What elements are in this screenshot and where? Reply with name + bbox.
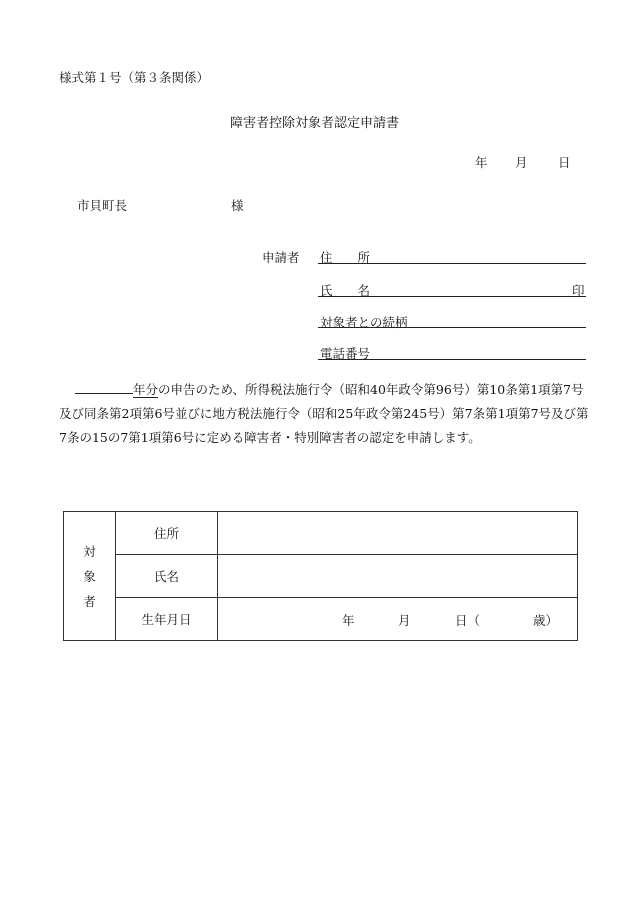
applicant-name-label: 氏 名 [320, 283, 371, 298]
application-statement [59, 378, 589, 450]
dob-row-label: 生年月日 [116, 598, 218, 641]
name-row-label: 氏名 [116, 555, 218, 598]
dob-month: 月 [398, 613, 411, 628]
dob-row-input[interactable] [218, 598, 578, 641]
relationship-field[interactable] [318, 327, 586, 328]
phone-label: 電話番号 [320, 346, 371, 361]
subject-side-label: 対 象 者 [64, 512, 116, 641]
date-day: 日 [558, 155, 571, 170]
form-number: 様式第１号（第３条関係） [59, 70, 210, 85]
address-row-label: 住所 [116, 512, 218, 555]
date-month: 月 [515, 155, 528, 170]
tax-year-blank[interactable] [75, 379, 133, 394]
applicant-address-label: 住 所 [320, 250, 371, 265]
dob-day: 日（ [455, 613, 481, 628]
addressee-honorific: 様 [231, 198, 244, 213]
address-row-input[interactable] [218, 512, 578, 555]
applicant-address-field[interactable] [318, 263, 586, 264]
applicant-name-field[interactable] [318, 296, 586, 297]
name-row-input[interactable] [218, 555, 578, 598]
relationship-label: 対象者との続柄 [320, 315, 408, 330]
date-year: 年 [475, 155, 488, 170]
statement-text: の申告のため、所得税法施行令（昭和40年政令第96号）第10条第1項第7号及び同条第2項第6号並びに地方税法施行令（昭和25年政令第245号）第7条第1項第7号及び第7条の15の7第1項第6号に定める障害者・特別障害者の認定を申請します。 [59, 382, 589, 445]
seal-mark: 印 [572, 283, 585, 298]
tax-year-suffix: 年分 [133, 382, 159, 397]
dob-age: 歳） [533, 613, 559, 628]
dob-year: 年 [342, 613, 355, 628]
applicant-label: 申請者 [262, 250, 300, 265]
addressee-name: 市貝町長 [77, 198, 128, 213]
subject-table [63, 511, 578, 641]
page-title: 障害者控除対象者認定申請書 [230, 116, 400, 131]
phone-field[interactable] [318, 359, 586, 360]
